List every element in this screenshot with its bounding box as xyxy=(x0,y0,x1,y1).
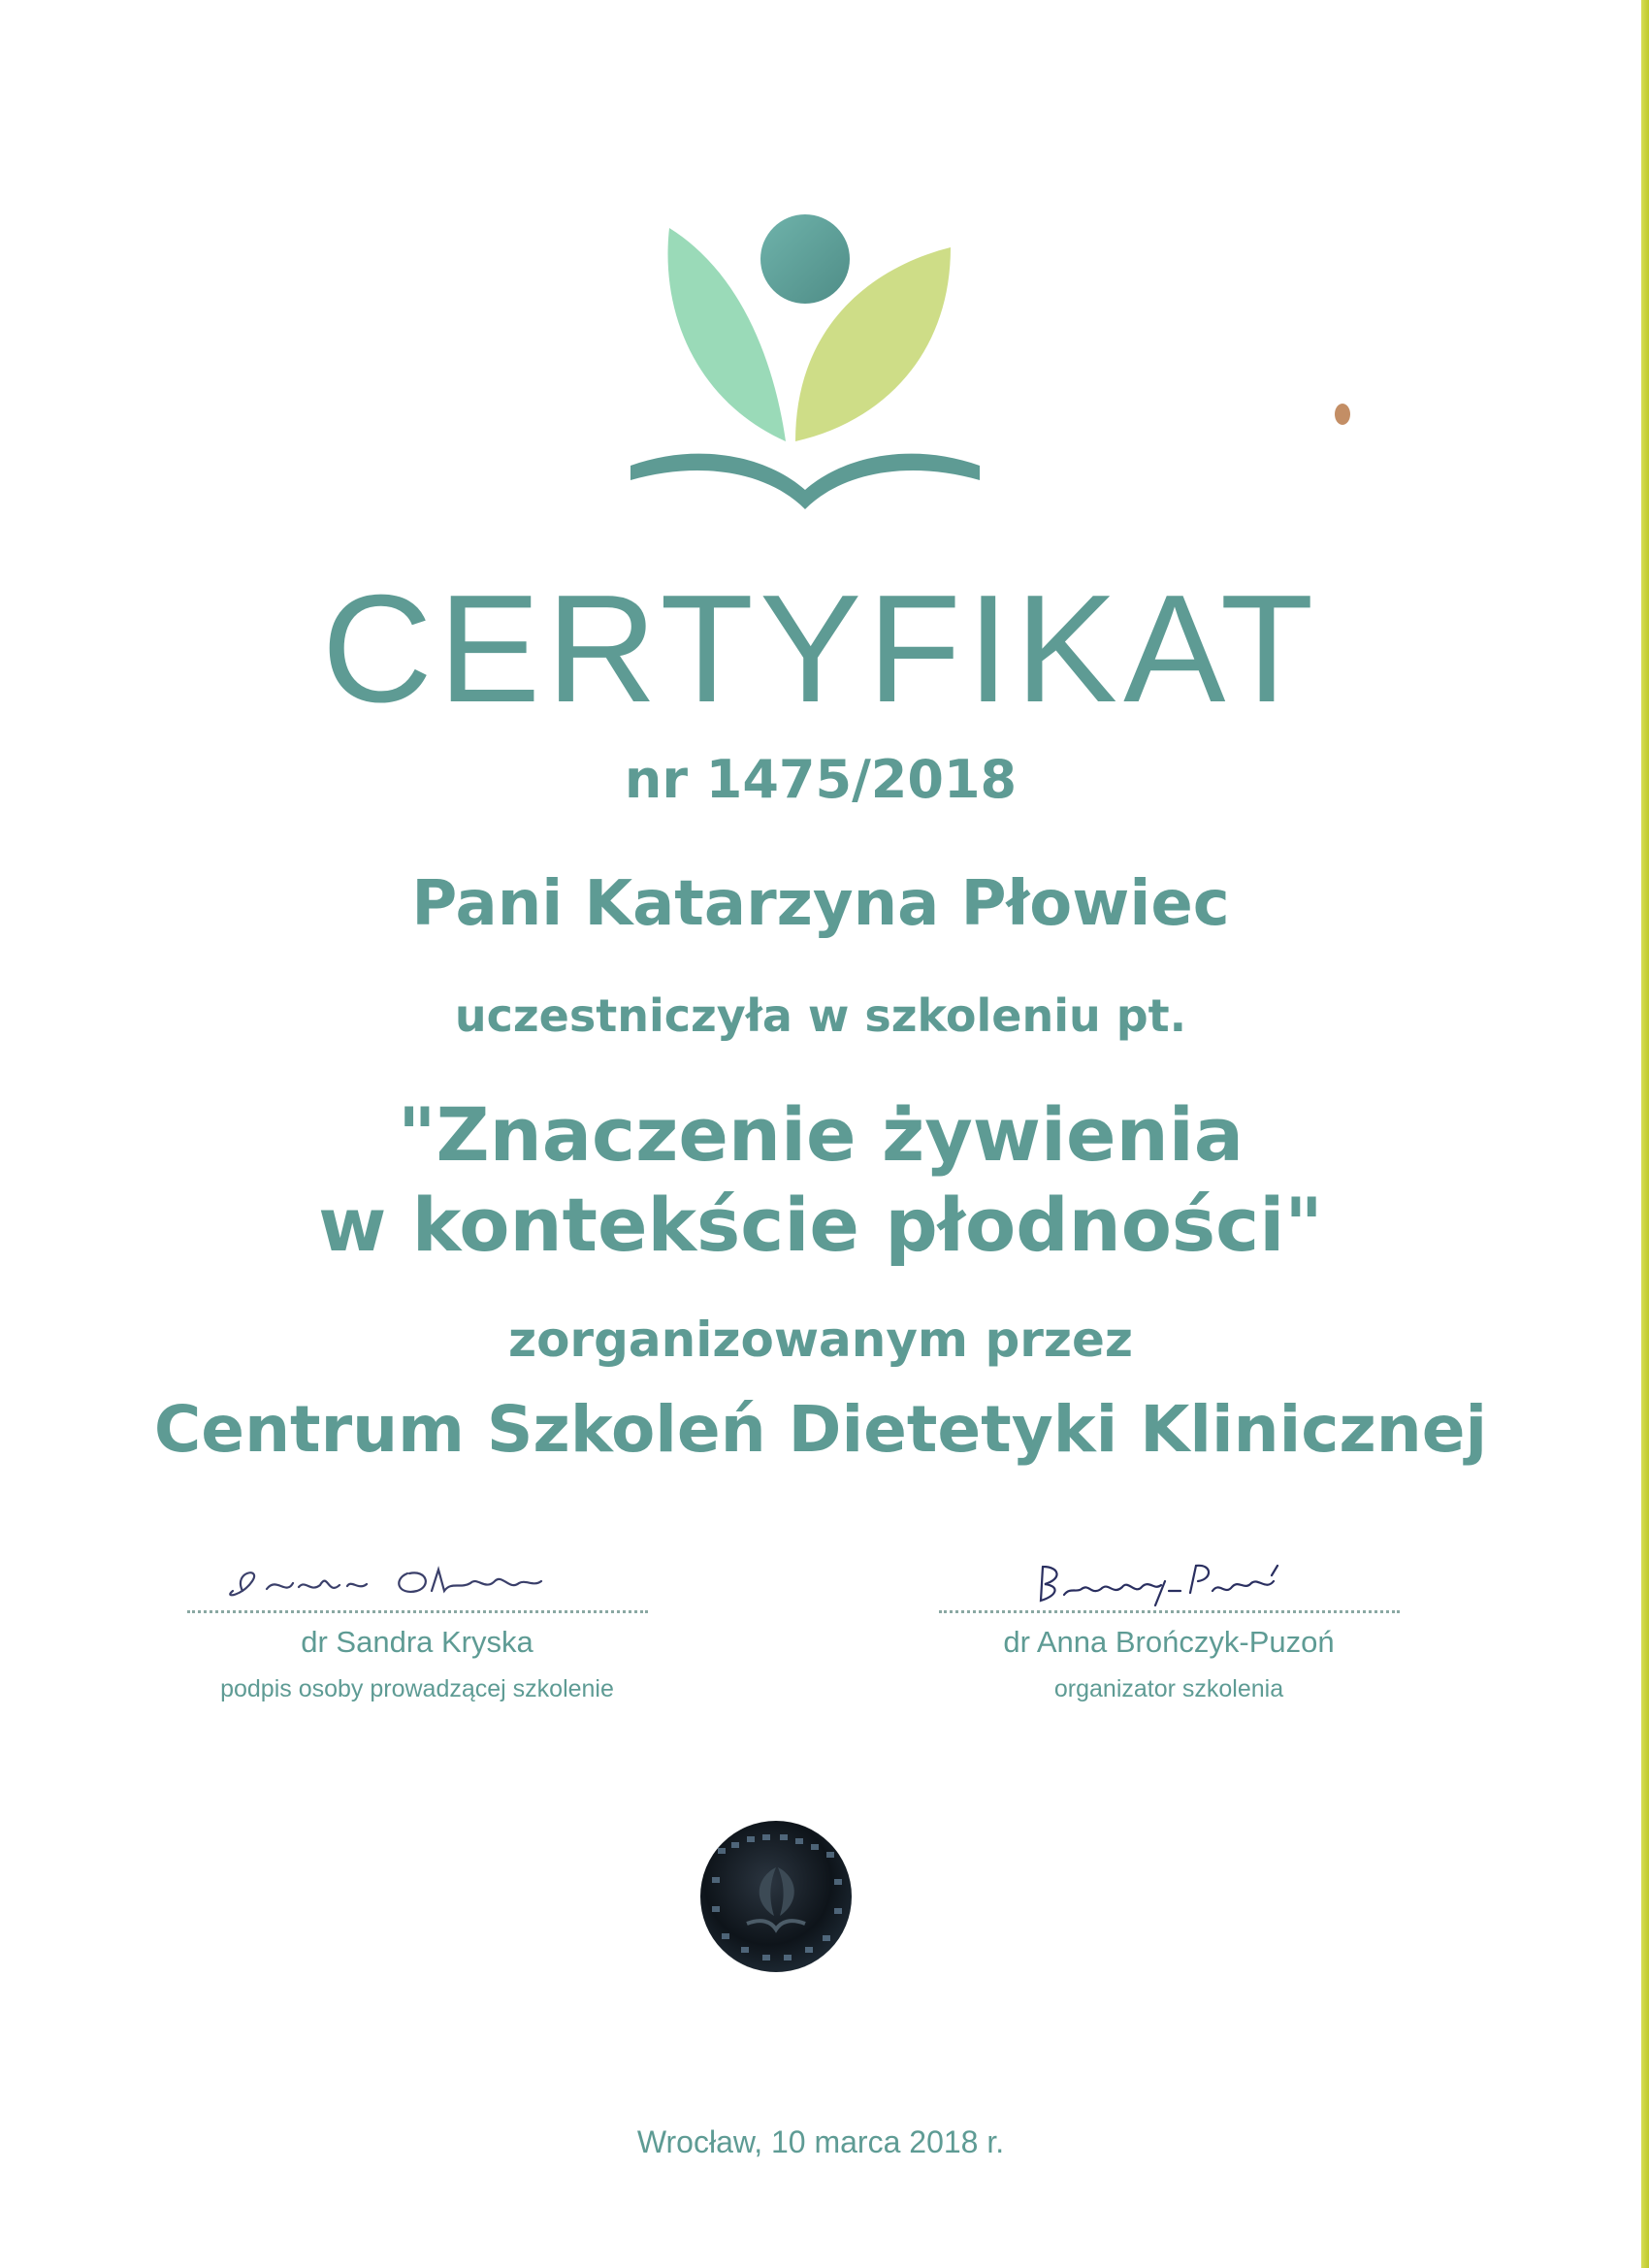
scan-edge xyxy=(1641,0,1649,2268)
hologram-seal-icon xyxy=(698,1819,854,1974)
organizer-name: Centrum Szkoleń Dietetyki Klinicznej xyxy=(153,1392,1488,1467)
participation-text: uczestniczyła w szkoleniu pt. xyxy=(454,989,1187,1042)
signature-block-right xyxy=(936,1552,1402,1703)
signatory-name-left: dr Sandra Kryska xyxy=(301,1625,534,1659)
signature-block-left xyxy=(184,1552,650,1703)
handwritten-signature-left xyxy=(184,1552,650,1610)
signatory-role-right: organizator szkolenia xyxy=(1053,1675,1284,1702)
recipient-name: Pani Katarzyna Płowiec xyxy=(411,868,1230,940)
course-title-line-1: "Znaczenie żywienia xyxy=(397,1091,1245,1178)
certificate-number: nr 1475/2018 xyxy=(624,749,1018,810)
paper-speck xyxy=(1335,404,1350,425)
leaf-book-logo-icon xyxy=(630,209,980,519)
handwritten-signature-right xyxy=(936,1552,1402,1610)
course-title-line-2: w kontekście płodności" xyxy=(318,1182,1323,1268)
signature-line-right xyxy=(939,1610,1400,1613)
place-and-date: Wrocław, 10 marca 2018 r. xyxy=(636,2124,1005,2159)
organized-by-text: zorganizowanym przez xyxy=(507,1312,1134,1368)
signature-line-left xyxy=(187,1610,648,1613)
signatory-role-left: podpis osoby prowadzącej szkolenie xyxy=(220,1675,614,1702)
signatory-name-right: dr Anna Brończyk-Puzoń xyxy=(1003,1625,1335,1659)
certificate-title: CERTYFIKAT xyxy=(321,564,1320,734)
